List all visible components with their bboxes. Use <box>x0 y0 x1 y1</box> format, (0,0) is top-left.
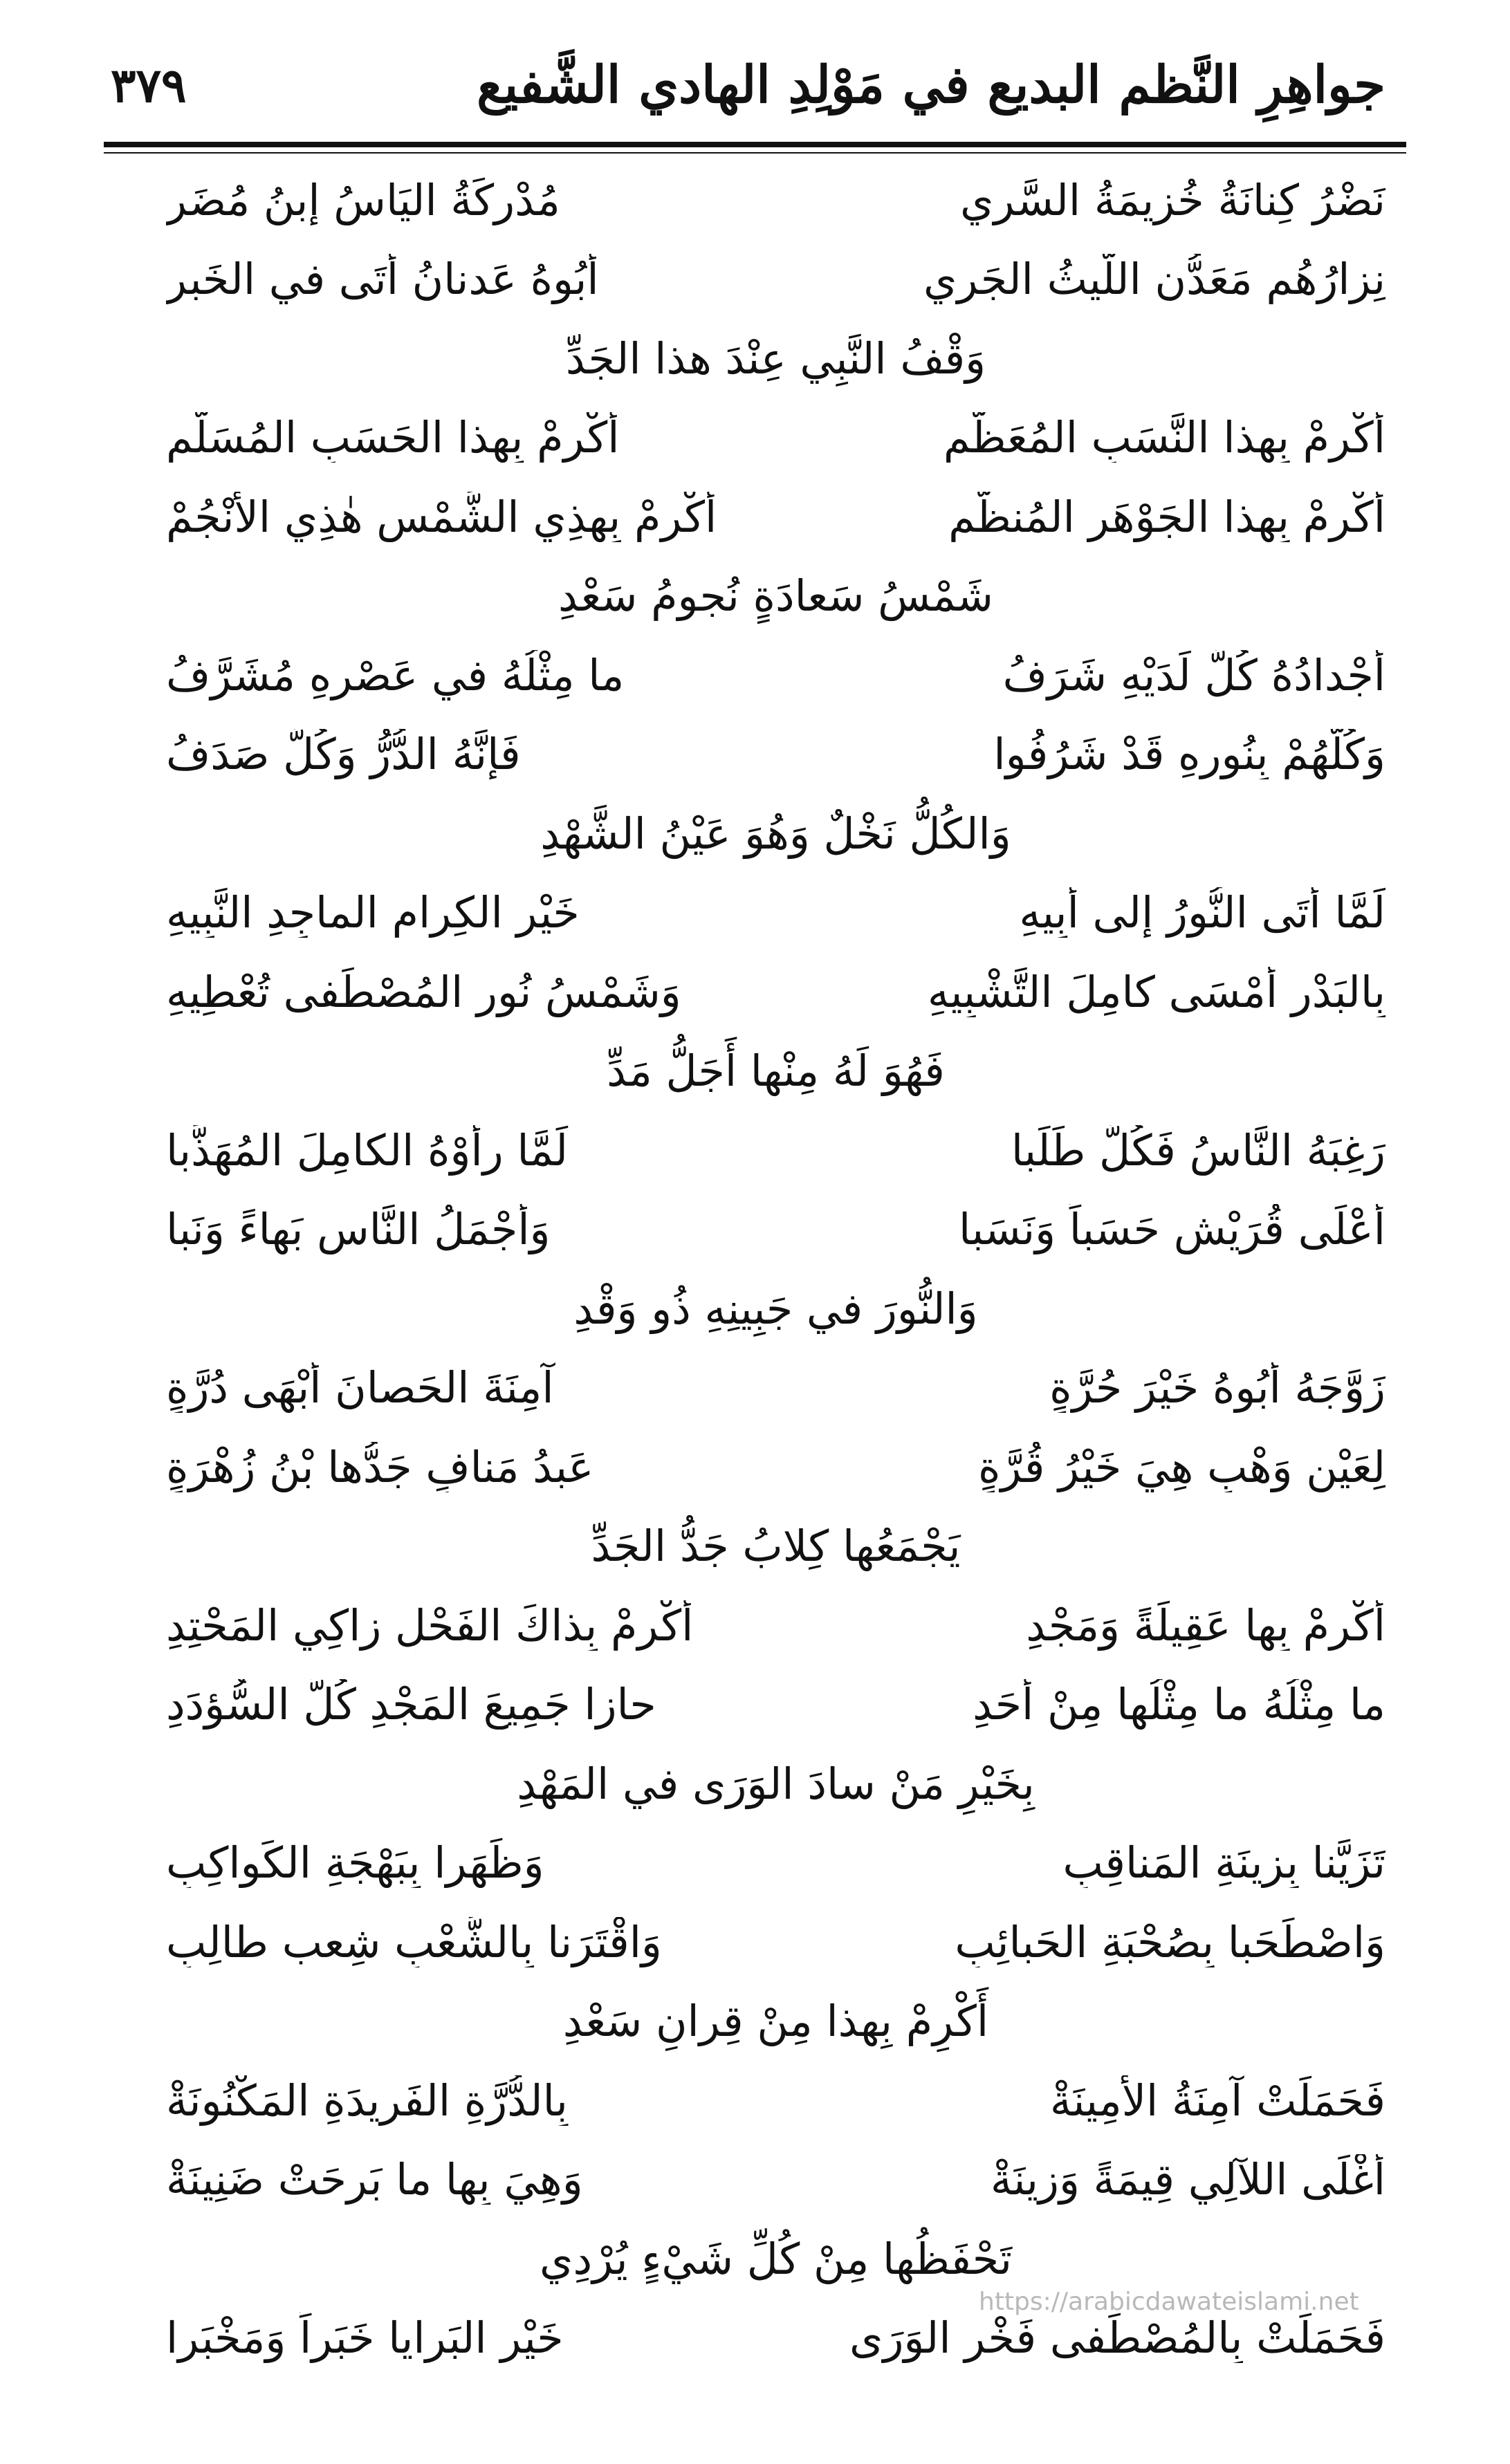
verse-second-hemistich: مُدْرِكَةُ اليَاسُ إِبنُ مُضَرِ <box>166 174 560 225</box>
verse-first-hemistich: نَضْرُ كِنانَةُ خُزيمَةُ السَّرِي <box>959 174 1385 225</box>
verse-line <box>166 398 1385 478</box>
running-title: جواهِرِ النَّظم البديع في مَوْلِدِ الهادي الشَّفيع <box>477 55 1385 115</box>
verse-second-hemistich: عَبدُ مَنافٍ جَدُّها بْنُ زُهْرَةٍ <box>166 1441 594 1492</box>
verse-second-hemistich: بِالدُّرَّةِ الفَرِيدَةِ المَكْنُونَةْ <box>166 2075 568 2126</box>
verse-first-hemistich: وَكُلُّهُمْ بِنُورِهِ قَدْ شَرُفُوا <box>993 729 1385 780</box>
verse-first-hemistich: وَاصْطَحَبا بِصُحْبَةِ الحَبائِبِ <box>955 1916 1385 1967</box>
verse-first-hemistich: رَغِبَهُ النَّاسُ فَكُلٌّ طَلَبا <box>1011 1124 1385 1176</box>
verse-second-hemistich: حازا جَمِيعَ المَجْدِ كُلَّ السُّؤدَدِ <box>166 1679 656 1730</box>
refrain-line: وَالكُلُّ نَخْلٌ وَهُوَ عَيْنُ الشَّهْدِ <box>540 808 1011 859</box>
verse-first-hemistich: فَحَمَلَتْ بِالمُصْطَفى فَخْرِ الوَرَى <box>849 2313 1385 2364</box>
verse-line <box>166 160 1385 240</box>
refrain-line: أَكْرِمْ بِهذا مِنْ قِرانِ سَعْدِ <box>562 1996 989 2047</box>
verse-second-hemistich: فَإِنَّهُ الدُّرُّ وَكُلٌّ صَدَفُ <box>166 729 521 780</box>
verse-second-hemistich: وَشَمْسُ نُورِ المُصْطَفى تُعْطِيهِ <box>166 966 681 1017</box>
poem-body <box>166 160 1385 2378</box>
verse-first-hemistich: فَحَمَلَتْ آمِنَةُ الأَمِينَةْ <box>1049 2075 1385 2126</box>
verse-line <box>166 1665 1385 1745</box>
verse-first-hemistich: ما مِثْلُهُ ما مِثْلُها مِنْ أَحَدِ <box>973 1679 1385 1730</box>
verse-first-hemistich: بِالبَدْرِ أَمْسَى كامِلَ التَّشْبِيهِ <box>927 966 1385 1017</box>
verse-second-hemistich: أَبُوهُ عَدنانُ أتَى في الخَبرِ <box>166 254 599 305</box>
verse-first-hemistich: زَوَّجَهُ أَبُوهُ خَيْرَ حُرَّةٍ <box>1049 1362 1385 1414</box>
verse-first-hemistich: أَكْرِمْ بِهذا النَّسَبِ المُعَظَّمِ <box>943 412 1385 463</box>
verse-second-hemistich: أَكْرِمْ بِهذا الحَسَبِ المُسَلَّمِ <box>166 412 620 463</box>
verse-line <box>166 477 1385 557</box>
verse-second-hemistich: ما مِثْلُهُ في عَصْرِهِ مُشَرَّفُ <box>166 649 625 701</box>
verse-first-hemistich: تَزَيَّنا بِزِينَةِ المَناقِبِ <box>1062 1837 1385 1889</box>
verse-second-hemistich: وَأَجْمَلُ النَّاسِ بَهاءً وَنَبا <box>166 1204 551 1255</box>
verse-line <box>166 1824 1385 1903</box>
verse-line <box>166 1586 1385 1665</box>
refrain-line: بِخَيْرِ مَنْ سادَ الوَرَى في المَهْدِ <box>517 1758 1035 1809</box>
verse-first-hemistich: أَجْدادُهُ كُلٌّ لَدَيْهِ شَرَفُ <box>1002 649 1385 701</box>
refrain-line: فَهُوَ لَهُ مِنْها أَجَلُّ مَدِّ <box>607 1046 945 1097</box>
verse-first-hemistich: أَغْلَى اللآلِي قِيمَةً وَزِينَةْ <box>990 2154 1385 2205</box>
verse-second-hemistich: خَيْرِ البَرايا خَبَراً وَمَخْبَرا <box>166 2313 564 2364</box>
verse-line <box>166 636 1385 715</box>
verse-second-hemistich: أَكْرِمْ بِهذِي الشَّمْسِ هٰذِي الأَنْجُمْ <box>166 491 717 542</box>
verse-line <box>166 240 1385 319</box>
refrain-line: يَجْمَعُها كِلابُ جَدُّ الجَدِّ <box>591 1521 961 1572</box>
page-number: ٣٧٩ <box>111 58 187 113</box>
verse-line <box>166 873 1385 953</box>
header-rule-thin <box>104 152 1406 154</box>
verse-second-hemistich: خَيْرِ الكِرامِ الماجِدِ النَّبِيهِ <box>166 887 580 938</box>
verse-line <box>166 1349 1385 1428</box>
verse-first-hemistich: نِزارُهُم مَعَدُّن اللَّيثُ الجَرِي <box>923 254 1385 305</box>
header-rule <box>104 142 1406 147</box>
verse-second-hemistich: أَكْرِمْ بِذاكَ الفَحْلِ زاكِي المَحْتِدِ <box>166 1600 694 1651</box>
verse-line <box>166 2140 1385 2220</box>
verse-first-hemistich: لِعَيْنِ وَهْبٍ هِيَ خَيْرُ قُرَّةٍ <box>978 1441 1385 1492</box>
verse-line <box>166 1111 1385 1190</box>
verse-line <box>166 952 1385 1032</box>
verse-first-hemistich: أَكْرِمْ بِهذا الجَوْهَرِ المُنظَّمِ <box>948 491 1385 542</box>
refrain-line: شَمْسُ سَعادَةٍ نُجومُ سَعْدِ <box>558 571 993 622</box>
verse-first-hemistich: أَعْلَى قُرَيْشٍ حَسَباً وَنَسَبا <box>958 1204 1385 1255</box>
verse-first-hemistich: أَكْرِمْ بِها عَقِيلَةً وَمَجْدِ <box>1026 1600 1385 1651</box>
verse-second-hemistich: وَظَهَرا بِبَهْجَةِ الكَواكِبِ <box>166 1837 544 1889</box>
verse-first-hemistich: لَمَّا أَتَى النُّورُ إِلى أَبِيهِ <box>1019 887 1385 938</box>
verse-second-hemistich: وَهِيَ بِها ما بَرِحَتْ ضَنِينَةْ <box>166 2154 583 2205</box>
refrain-line: وَالنُّورَ في جَبِينِهِ ذُو وَقْدِ <box>573 1283 978 1334</box>
verse-line <box>166 1190 1385 1270</box>
verse-line <box>166 1902 1385 1982</box>
verse-second-hemistich: لَمَّا رأَوْهُ الكامِلَ المُهَذَّبا <box>166 1124 568 1176</box>
verse-second-hemistich: وَاقْتَرَنا بِالشُّعْبِ شِعب طالِبِ <box>166 1916 662 1967</box>
watermark-url: https://arabicdawateislami.net <box>979 2288 1359 2316</box>
verse-second-hemistich: آمِنَةَ الحَصانَ أَبْهَى دُرَّةٍ <box>166 1362 554 1414</box>
refrain-line: تَحْفَظُها مِنْ كُلِّ شَيْءٍ يُرْدِي <box>539 2233 1013 2284</box>
verse-line <box>166 715 1385 795</box>
verse-line <box>166 1427 1385 1507</box>
verse-line <box>166 2061 1385 2140</box>
refrain-line: وَقْفُ النَّبِي عِنْدَ هذا الجَدِّ <box>565 333 986 384</box>
